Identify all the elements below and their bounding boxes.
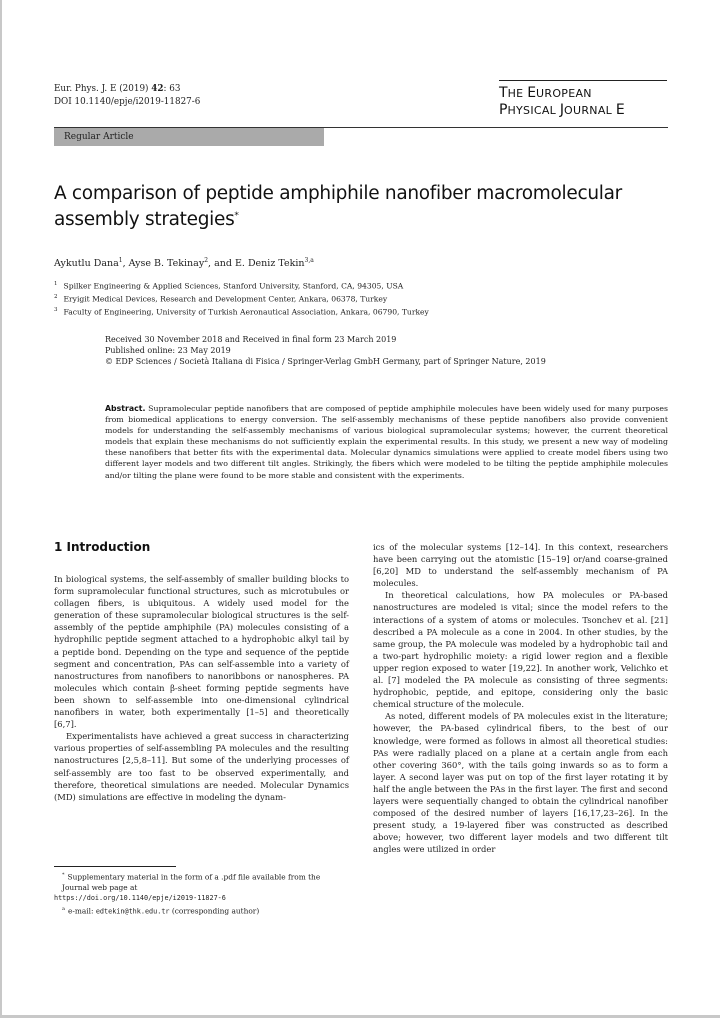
affiliations — [54, 279, 429, 318]
brand-line-1: THE EUROPEAN — [499, 85, 592, 101]
title-footnote-marker[interactable]: * — [234, 211, 239, 221]
brand-line-2: PHYSICAL JOURNAL E — [499, 102, 625, 118]
abstract — [105, 403, 668, 481]
copyright: © EDP Sciences / Società Italiana di Fisica / Springer-Verlag GmbH Germany, part of Springer Nature, 2019 — [105, 357, 546, 366]
right-column — [373, 541, 668, 855]
paragraph: Experimentalists have achieved a great success in characterizing various properties of self-assembling PA molecules and the resulting nanostructures [2,5,8–11]. But some of the underlying processes of self-assembly are too fast to be observed experimentally, and therefore, theoretical simulations are needed. Molecular Dynamics (MD) simulations are effective in modeling the dynam- — [54, 731, 349, 802]
footnote-email: $^a$ e-mail: edtekin@thk.edu.tr (corresponding author) — [62, 906, 260, 916]
paper-title: A comparison of peptide amphiphile nanofiber macromolecular assembly strategies* — [54, 183, 622, 231]
author: Ayse B. Tekinay — [128, 258, 205, 270]
journal-reference — [54, 83, 200, 109]
section-heading: 1 Introduction — [54, 540, 151, 554]
author-list: Aykutlu Dana$^1$, Ayse B. Tekinay$^2$, and E. Deniz Tekin$^{3,a}$ — [54, 257, 314, 270]
received-date: Received 30 November 2018 and Received in final form 23 March 2019 — [105, 335, 397, 344]
footnote-rule — [54, 866, 176, 867]
doi[interactable]: DOI 10.1140/epje/i2019-11827-6 — [54, 97, 201, 107]
author: E. Deniz Tekin — [234, 258, 305, 270]
footnotes — [54, 870, 349, 918]
affiliation: $^3$ Faculty of Engineering, University of Turkish Aeronautical Association, Ankara, 06790, Turkey — [54, 307, 429, 317]
abstract-text: Supramolecular peptide nanofibers that are composed of peptide amphiphile molecules have been widely used for many purposes from biomedical applications to energy conversion. The self-assembly mechanisms of these peptide nanofibers also provide convenient models for understanding the self-assembly mechanisms of various biological supramolecular systems; however, the current theoretical models that explain these mechanisms do not sufficiently explain the experimental results. In this study, we present a new way of modeling these nanofibers that better fits with the experimental data. Molecular dynamics simulations were applied to create model fibers using two different layer models and two different tilt angles. Strikingly, the fibers which were modeled to be tilting the peptide amphiphile molecules and/or tilting the plane were found to be more stable and consistent with the experiments. — [105, 404, 668, 480]
publication-dates — [105, 334, 675, 367]
paragraph: In biological systems, the self-assembly of smaller building blocks to form supramolecular functional structures, such as microtubules or collagen fibers, is ubiquitous. A widely used model for the generation of these supramolecular biological structures is the self-assembly of the peptide amphiphile (PA) molecules consisting of a hydrophilic peptide segment attached to a hydrophobic alkyl tail by a peptide bond. Depending on the type and sequence of the peptide segment and concentration, PAs can self-assemble into a variety of nanostructures from nanofibers to nanoribbons or nanospheres. PA molecules which contain β-sheet forming peptide segments have been shown to self-assemble into one-dimensional cylindrical nanofibers in water, both experimentally [1–5] and theoretically [6,7]. — [54, 574, 349, 730]
article-type-banner: Regular Article — [54, 128, 324, 146]
published-date: Published online: 23 May 2019 — [105, 346, 231, 355]
journal-brand-logo — [499, 80, 667, 119]
paragraph: ics of the molecular systems [12–14]. In this context, researchers have been carrying out the atomistic [15–19] or/and coarse-grained [6,20] MD to understand the self-assembly mechanism of PA molecules. — [373, 542, 668, 589]
paragraph: In theoretical calculations, how PA molecules or PA-based nanostructures are modeled is vital; since the model refers to the interactions of a system of atoms or molecules. Tsonchev et al. [21] described a PA molecule as a cone in 2004. In other studies, by the same group, the PA molecule was modeled by a hydrophobic tail and a two-part hydrophilic moiety: a rigid lower region and a flexible upper region exposed to water [19,22]. In another work, Velichko et al. [7] modeled the PA molecule as consisting of three segments: hydrophobic, peptide, and epitope, considering only the basic chemical structure of the molecule. — [373, 590, 668, 710]
abstract-label: Abstract. — [105, 404, 146, 413]
email-link[interactable]: edtekin@thk.edu.tr — [95, 907, 170, 916]
left-column — [54, 573, 349, 803]
citation-line: Eur. Phys. J. E (2019) 42: 63 — [54, 84, 181, 94]
author: Aykutlu Dana — [54, 258, 119, 270]
volume: 42 — [151, 84, 164, 94]
footnote-supplementary: * Supplementary material in the form of a .pdf file available from the Journal web page at — [62, 872, 321, 893]
affiliation: $^2$ Eryigit Medical Devices, Research and Development Center, Ankara, 06378, Turkey — [54, 294, 388, 304]
paragraph: As noted, different models of PA molecules exist in the literature; however, the PA-based cylindrical fibers, to the best of our knowledge, were formed as follows in almost all theoretical studies: PAs were radially placed on a plane at a certain angle from each other covering 360°, with the tails going inwards so as to form a layer. A second layer was put on top of the first layer rotating it by half the angle between the PAs in the first layer. The first and second layers were sequentially changed to obtain the cylindrical nanofiber composed of the desired number of layers [16,17,23–26]. In the present study, a 19-layered fiber was constructed as described above; however, two different layer models and two different tilt angles were utilized in order — [373, 711, 668, 855]
supplementary-link[interactable]: https://doi.org/10.1140/epje/i2019-11827-6 — [54, 894, 226, 903]
affiliation: $^1$ Spilker Engineering & Applied Sciences, Stanford University, Stanford, CA, 94305, USA — [54, 281, 404, 291]
